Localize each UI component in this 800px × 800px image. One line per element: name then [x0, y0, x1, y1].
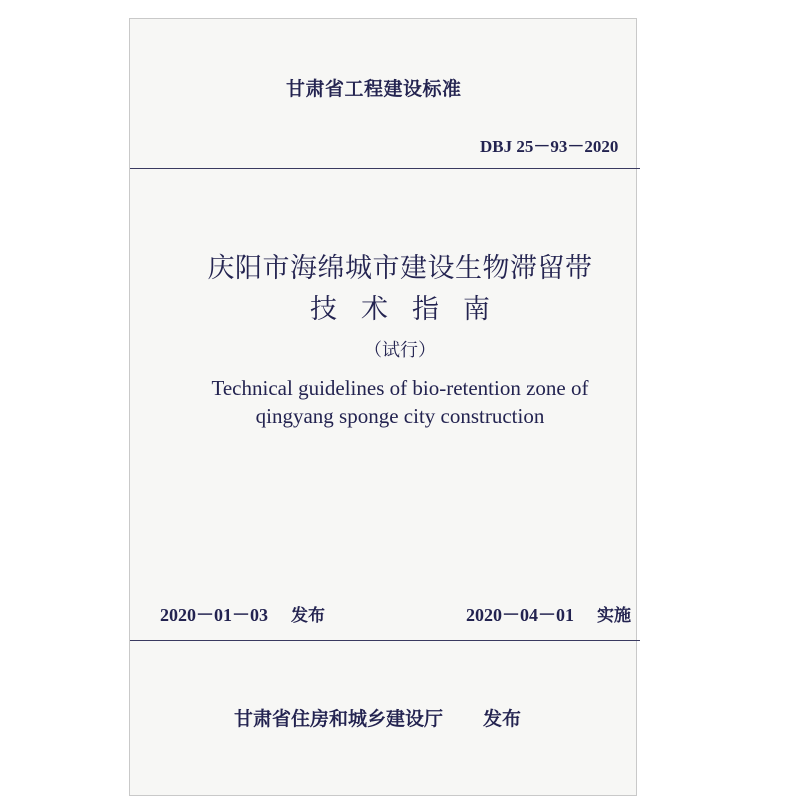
- publisher-name: 甘肃省住房和城乡建设厅: [234, 708, 444, 730]
- english-title-line-2: qingyang sponge city construction: [255, 404, 545, 428]
- effective-info: [466, 601, 631, 627]
- publisher-action: 发布: [483, 708, 522, 730]
- publisher-line: [234, 704, 521, 731]
- top-divider: [130, 168, 640, 169]
- effective-label: 实施: [597, 606, 631, 626]
- trial-label: （试行）: [364, 340, 436, 361]
- english-title-line-1: Technical guidelines of bio-retention zone of: [211, 376, 589, 400]
- issue-label: 发布: [291, 606, 325, 626]
- title-line-1: 庆阳市海绵城市建设生物滞留带: [207, 253, 593, 284]
- bottom-divider: [130, 640, 640, 641]
- effective-date: 2020－04－01: [466, 605, 574, 625]
- issue-date: 2020－01－03: [160, 605, 268, 625]
- issue-info: [160, 601, 325, 627]
- standard-code: DBJ 25－93－2020: [480, 137, 619, 156]
- title-line-2: 技术指南: [310, 294, 514, 325]
- standard-series: 甘肃省工程建设标准: [286, 78, 462, 100]
